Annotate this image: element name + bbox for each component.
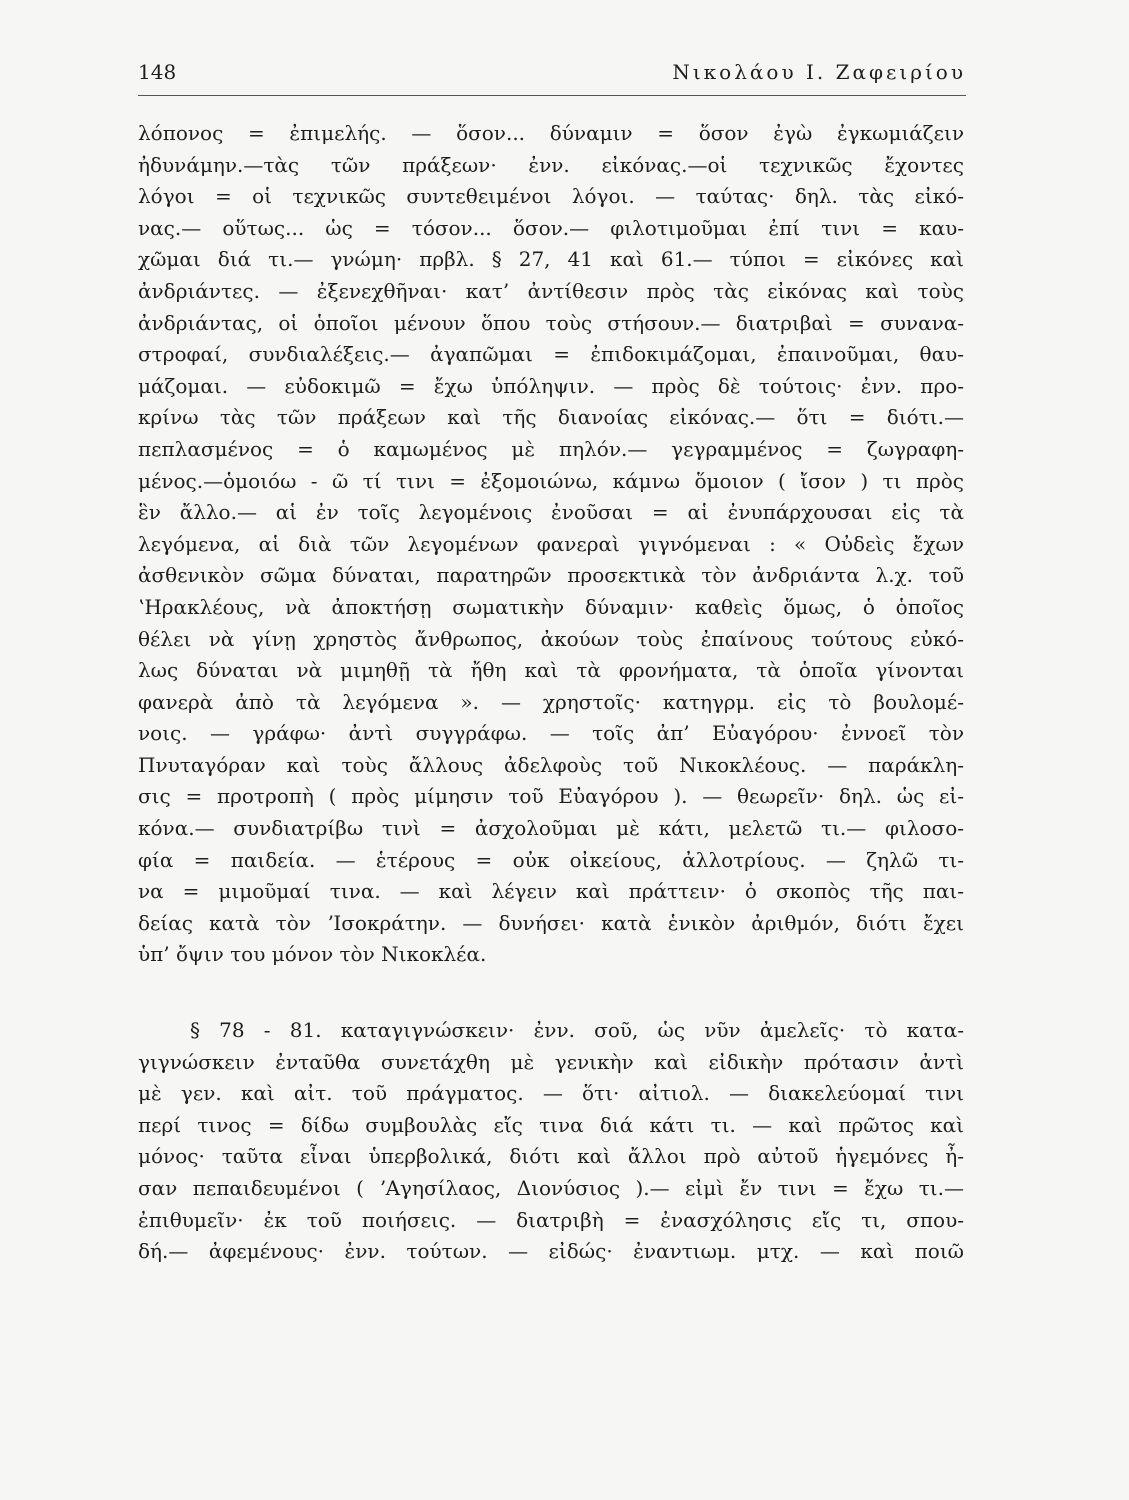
text-line: φανερὰ ἀπὸ τὰ λεγόμενα ». — χρηστοῖς· κατηγρμ. εἰς τὸ βουλομέ-: [138, 689, 964, 714]
text-line: ἐπιθυμεῖν· ἐκ τοῦ ποιήσεις. — διατριβὴ = ἐνασχόλησις εἴς τι, σπου-: [138, 1207, 964, 1232]
text-line: μάζομαι. — εὐδοκιμῶ = ἔχω ὑπόληψιν. — πρὸς δὲ τούτοις· ἐνν. προ-: [138, 373, 964, 398]
text-line: νοις. — γράφω· ἀντὶ συγγράφω. — τοῖς ἀπ’ Εὐαγόρου· ἐννοεῖ τὸν: [138, 721, 964, 746]
text-line: νας.— οὕτως... ὡς = τόσον... ὅσον.— φιλοτιμοῦμαι ἐπί τινι = καυ-: [138, 215, 964, 240]
text-line: σις = προτροπὴ ( πρὸς μίμησιν τοῦ Εὐαγόρου ). — θεωρεῖν· δηλ. ὡς εἰ-: [138, 784, 964, 809]
text-line: λως δύναται νὰ μιμηθῇ τὰ ἤθη καὶ τὰ φρονήματα, τὰ ὁποῖα γίνονται: [138, 658, 964, 683]
text-line: ὑπ’ ὄψιν του μόνον τὸν Νικοκλέα.: [138, 942, 487, 967]
text-line: λόγοι = οἱ τεχνικῶς συντεθειμένοι λόγοι. — ταύτας· δηλ. τὰς εἰκό-: [138, 184, 964, 209]
text-line: κρίνω τὰς τῶν πράξεων καὶ τῆς διανοίας εἰκόνας.— ὅτι = διότι.—: [138, 405, 964, 430]
text-line: ἀσθενικὸν σῶμα δύναται, παρατηρῶν προσεκτικὰ τὸν ἀνδριάντα λ.χ. τοῦ: [138, 563, 964, 588]
text-line: ἀνδριάντας, οἱ ὁποῖοι μένουν ὅπου τοὺς στήσουν.— διατριβαὶ = συνανα-: [138, 310, 964, 335]
text-line: φία = παιδεία. — ἑτέρους = οὐκ οἰκείους, ἀλλοτρίους. — ζηλῶ τι-: [138, 847, 964, 872]
text-line: να = μιμοῦμαί τινα. — καὶ λέγειν καὶ πράττειν· ὁ σκοπὸς τῆς παι-: [138, 879, 964, 904]
text-line: θέλει νὰ γίνῃ χρηστὸς ἄνθρωπος, ἀκούων τοὺς ἐπαίνους τούτους εὐκό-: [138, 626, 964, 651]
text-line: ἠδυνάμην.—τὰς τῶν πράξεων· ἐνν. εἰκόνας.—οἱ τεχνικῶς ἔχοντες: [138, 152, 964, 177]
text-line: σαν πεπαιδευμένοι ( ʼΑγησίλαος, Διονύσιος ).— εἰμὶ ἔν τινι = ἔχω τι.—: [138, 1176, 964, 1200]
text-line: μόνος· ταῦτα εἶναι ὑπερβολικά, διότι καὶ ἄλλοι πρὸ αὐτοῦ ἡγεμόνες ἦ-: [138, 1144, 964, 1169]
text-line: περί τινος = δίδω συμβουλὰς εἴς τινα διά κάτι τι. — καὶ πρῶτος καὶ: [138, 1112, 964, 1137]
text-line: Πνυταγόραν καὶ τοὺς ἄλλους ἀδελφοὺς τοῦ Νικοκλέους. — παράκλη-: [138, 752, 964, 777]
text-line: λόπονος = ἐπιμελής. — ὅσον... δύναμιν = ὅσον ἐγὼ ἐγκωμιάζειν: [138, 121, 964, 145]
page-number: 148: [138, 60, 177, 84]
header-rule: [138, 95, 966, 96]
text-line: § 78 - 81. καταγιγνώσκειν· ἐνν. σοῦ, ὡς νῦν ἀμελεῖς· τὸ κατα-: [190, 1018, 964, 1043]
text-line: πεπλασμένος = ὁ καμωμένος μὲ πηλόν.— γεγραμμένος = ζωγραφη-: [138, 436, 964, 461]
text-line: κόνα.— συνδιατρίβω τινὶ = ἀσχολοῦμαι μὲ κάτι, μελετῶ τι.— φιλοσο-: [138, 816, 964, 841]
text-line: μὲ γεν. καὶ αἰτ. τοῦ πράγματος. — ὅτι· αἰτιολ. — διακελεύομαί τινι: [138, 1081, 964, 1106]
body-text: [138, 118, 964, 1268]
text-line: ʽΗρακλέους, νὰ ἀποκτήσῃ σωματικὴν δύναμιν· καθεὶς ὅμως, ὁ ὁποῖος: [138, 594, 964, 619]
text-line: ἀνδριάντες. — ἐξενεχθῆναι· κατ’ ἀντίθεσιν πρὸς τὰς εἰκόνας καὶ τοὺς: [138, 278, 964, 303]
text-line: μένος.—ὁμοιόω - ῶ τί τινι = ἐξομοιώνω, κάμνω ὅμοιον ( ἴσον ) τι πρὸς: [138, 468, 964, 493]
text-line: δείας κατὰ τὸν ʼΙσοκράτην. — δυνήσει· κατὰ ἑνικὸν ἀριθμόν, διότι ἔχει: [138, 910, 964, 935]
paragraph-gap: [138, 971, 964, 1015]
text-line: δή.— ἀφεμένους· ἐνν. τούτων. — εἰδώς· ἐναντιωμ. μτχ. — καὶ ποιῶ: [138, 1239, 964, 1264]
text-line: χῶμαι διά τι.— γνώμη· πρβλ. § 27, 41 καὶ 61.— τύποι = εἰκόνες καὶ: [138, 247, 964, 272]
page-header: [138, 60, 966, 84]
text-line: ἓν ἄλλο.— αἱ ἐν τοῖς λεγομένοις ἐνοῦσαι = αἱ ἐνυπάρχουσαι εἰς τὰ: [138, 500, 964, 525]
running-title: Νικολάου Ι. Ζαφειρίου: [672, 60, 966, 84]
text-line: λεγόμενα, αἱ διὰ τῶν λεγομένων φανεραὶ γιγνόμεναι : « Οὐδεὶς ἔχων: [138, 531, 964, 556]
text-line: γιγνώσκειν ἐνταῦθα συνετάχθη μὲ γενικὴν καὶ εἰδικὴν πρότασιν ἀντὶ: [138, 1049, 964, 1074]
text-line: στροφαί, συνδιαλέξεις.— ἀγαπῶμαι = ἐπιδοκιμάζομαι, ἐπαινοῦμαι, θαυ-: [138, 342, 964, 367]
